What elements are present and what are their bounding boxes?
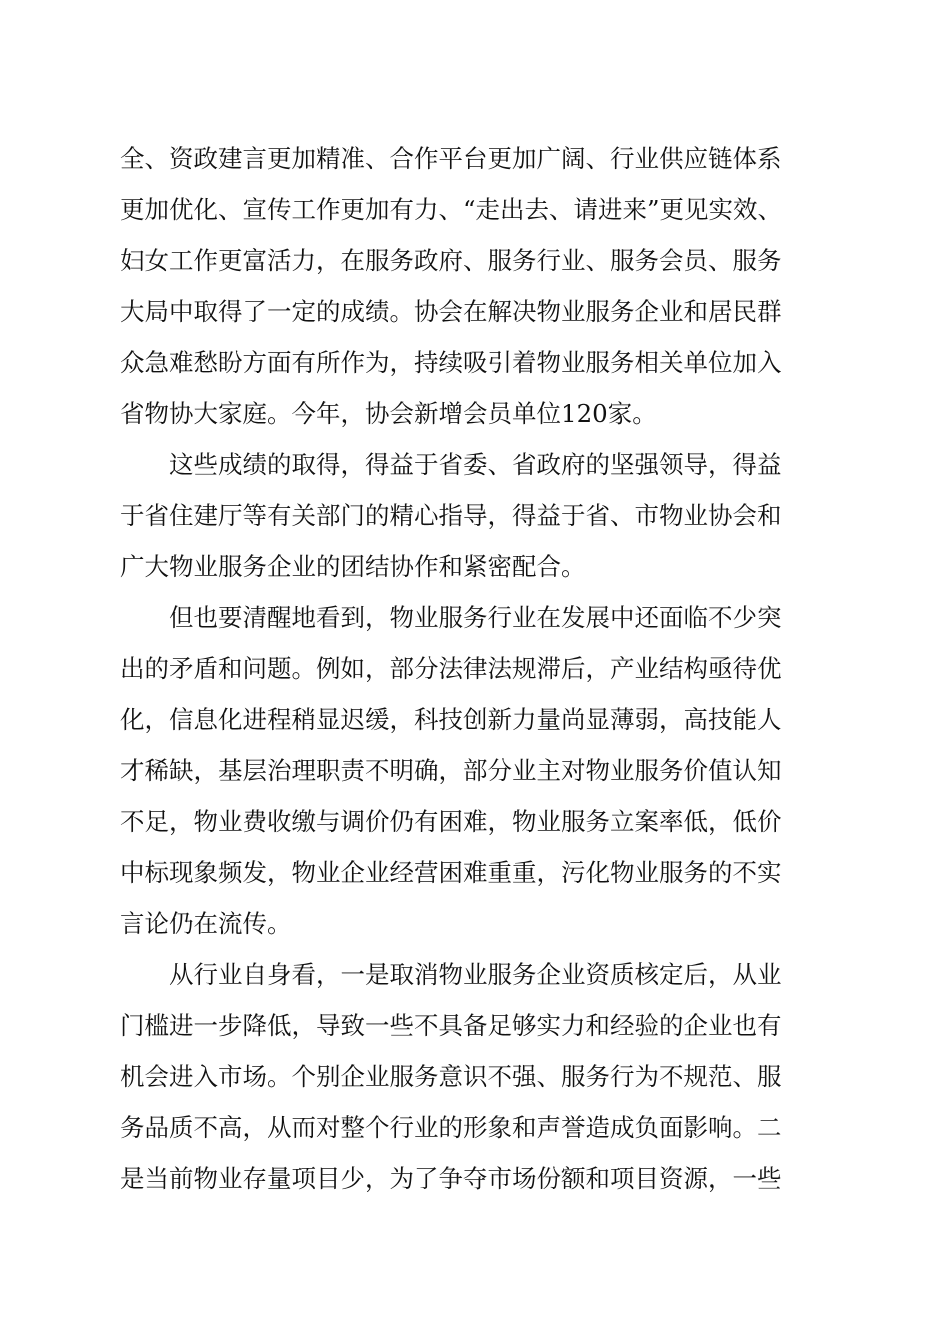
body-line: 务品质不高，从而对整个行业的形象和声誉造成负面影响。二 (120, 1113, 782, 1142)
body-line: 更加优化、宣传工作更加有力、“走出去、请进来”更见实效、 (120, 195, 783, 224)
paragraph-first-line: 从行业自身看，一是取消物业服务企业资质核定后，从业 (169, 960, 782, 989)
body-line: 大局中取得了一定的成绩。协会在解决物业服务企业和居民群 (120, 297, 782, 326)
paragraph-first-line: 这些成绩的取得，得益于省委、省政府的坚强领导，得益 (169, 450, 782, 479)
body-line: 是当前物业存量项目少，为了争夺市场份额和项目资源，一些 (120, 1164, 782, 1193)
body-line: 众急难愁盼方面有所作为，持续吸引着物业服务相关单位加入 (120, 348, 782, 377)
body-line: 全、资政建言更加精准、合作平台更加广阔、行业供应链体系 (120, 144, 782, 173)
body-line: 化，信息化进程稍显迟缓，科技创新力量尚显薄弱，高技能人 (120, 705, 782, 734)
paragraph-first-line: 但也要清醒地看到，物业服务行业在发展中还面临不少突 (169, 603, 782, 632)
body-line: 言论仍在流传。 (120, 909, 292, 938)
body-line: 门槛进一步降低，导致一些不具备足够实力和经验的企业也有 (120, 1011, 782, 1040)
body-line: 机会进入市场。个别企业服务意识不强、服务行为不规范、服 (120, 1062, 782, 1091)
body-line: 于省住建厅等有关部门的精心指导，得益于省、市物业协会和 (120, 501, 782, 530)
body-line: 不足，物业费收缴与调价仍有困难，物业服务立案率低，低价 (120, 807, 782, 836)
body-line: 广大物业服务企业的团结协作和紧密配合。 (120, 552, 586, 581)
body-line: 妇女工作更富活力，在服务政府、服务行业、服务会员、服务 (120, 246, 782, 275)
body-line: 才稀缺，基层治理职责不明确，部分业主对物业服务价值认知 (120, 756, 782, 785)
body-line: 中标现象频发，物业企业经营困难重重，污化物业服务的不实 (120, 858, 782, 887)
body-line: 省物协大家庭。今年，协会新增会员单位120家。 (120, 399, 657, 428)
body-line: 出的矛盾和问题。例如，部分法律法规滞后，产业结构亟待优 (120, 654, 782, 683)
